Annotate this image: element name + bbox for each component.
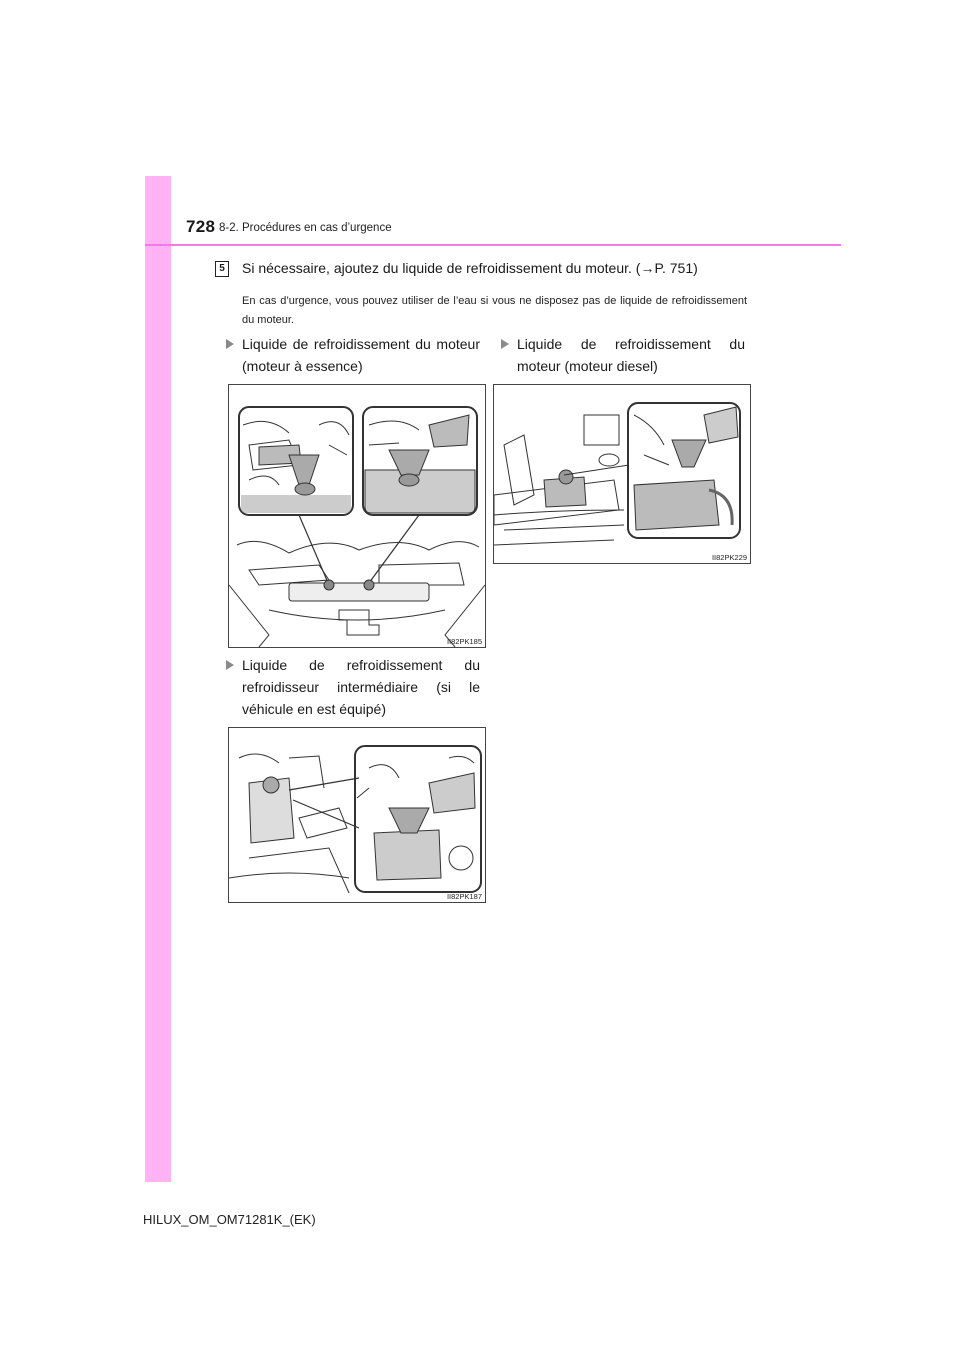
caption-diesel-engine [517,333,745,377]
figure-diesel-engine-coolant [493,384,751,564]
engine-bay-illustration [494,385,750,563]
step-note: En cas d’urgence, vous pouvez utiliser de l’eau si vous ne disposez pas de liquide de refroidissement du moteur. [242,295,747,326]
section-title: 8-2. Procédures en cas d’urgence [219,222,392,234]
figure-code: II82PK185 [446,637,482,646]
step-instruction: Si nécessaire, ajoutez du liquide de refroidissement du moteur. (→P. 751) [242,260,698,276]
figure-petrol-engine-coolant [228,384,486,648]
intercooler-reservoir-illustration [229,728,485,902]
triangle-bullet-icon [226,339,234,349]
triangle-bullet-icon [501,339,509,349]
page-number: 728 [186,217,216,236]
engine-bay-illustration [229,385,485,647]
figure-code: II82PK187 [446,892,482,901]
figure-code: II82PK229 [711,553,747,562]
caption-text: Liquide de refroidissement du refroidisseur intermédiaire (si le véhicule en est équipé) [242,657,480,717]
chapter-tab-sidebar [145,176,171,1182]
caption-petrol-engine [242,333,480,377]
caption-text: Liquide de refroidissement du moteur (moteur diesel) [517,336,745,374]
caption-text: Liquide de refroidissement du moteur (moteur à essence) [242,336,480,374]
header-divider [145,244,841,246]
step-number-box: 5 [215,261,229,277]
triangle-bullet-icon [226,660,234,670]
caption-intercooler [242,654,480,720]
document-id-footer: HILUX_OM_OM71281K_(EK) [143,1212,316,1227]
figure-intercooler-coolant [228,727,486,903]
